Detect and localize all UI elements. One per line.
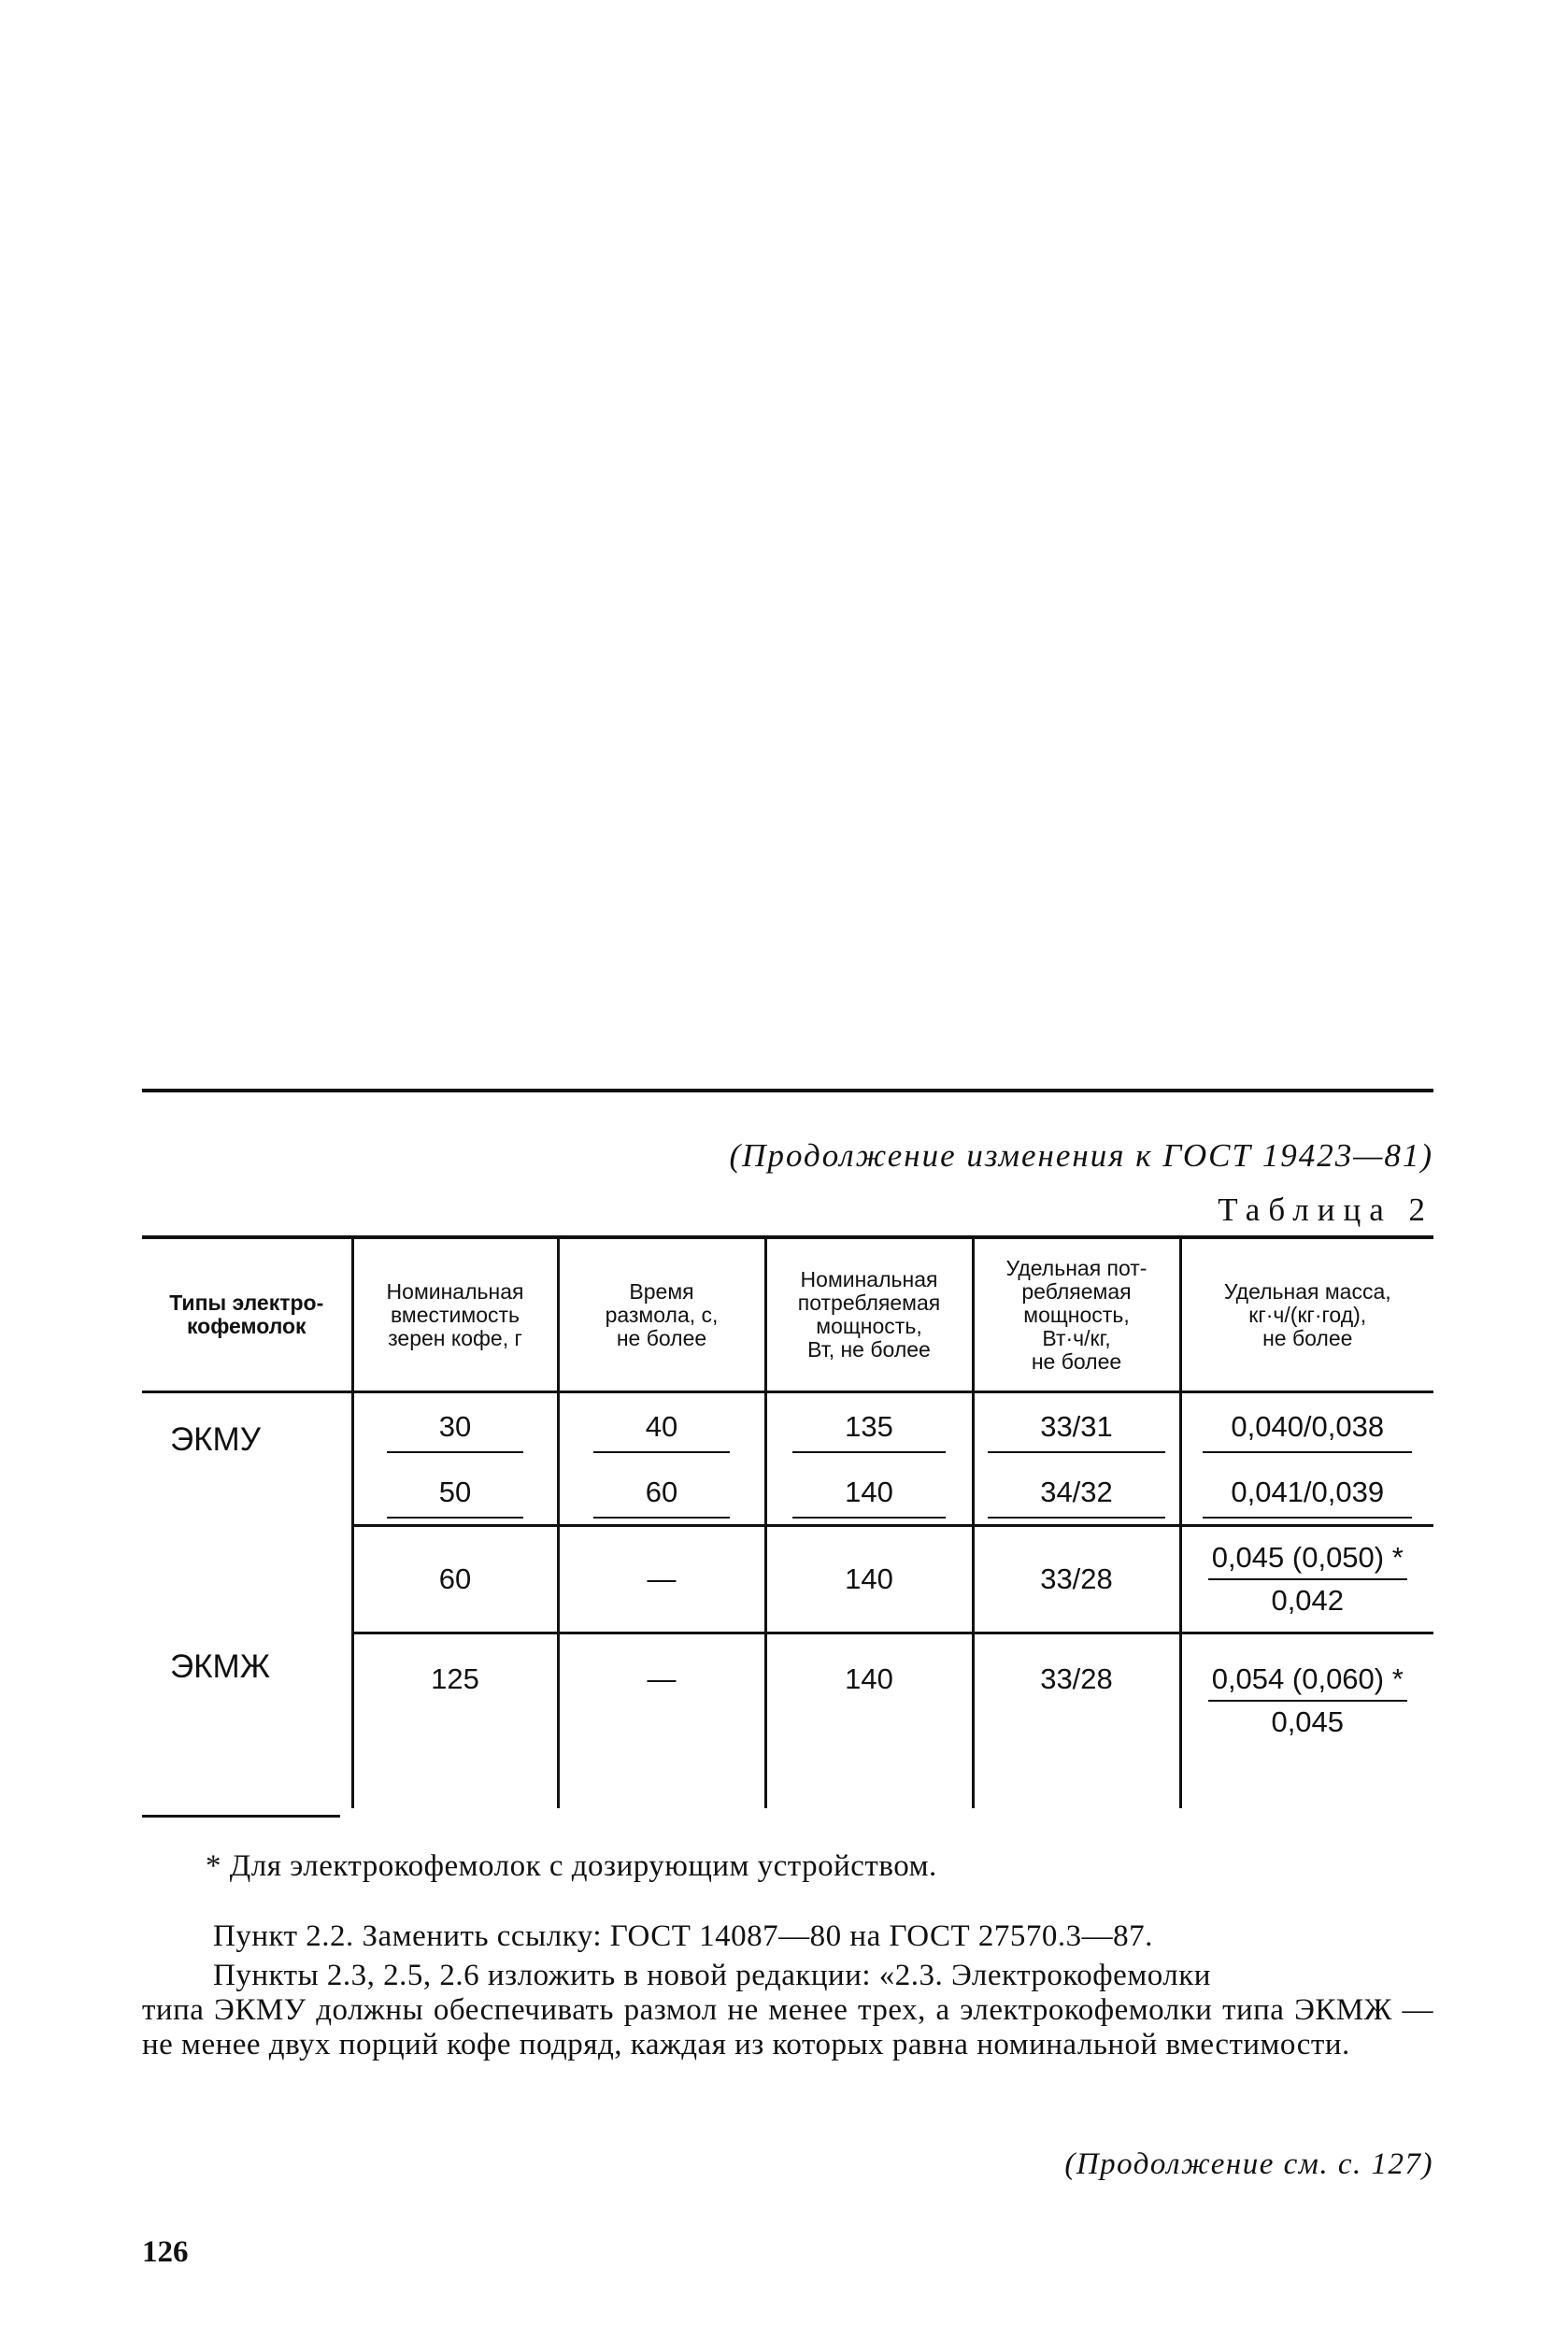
table-label: Таблица 2	[1218, 1191, 1433, 1228]
cell-power: 140	[765, 1633, 973, 1809]
fraction	[1208, 1541, 1407, 1618]
cell-time: —	[558, 1526, 765, 1633]
header-specific-mass: Удельная масса, кг·ч/(кг·год), не более	[1180, 1237, 1433, 1392]
cell-power: 140	[765, 1526, 973, 1633]
continuation-see: (Продолжение см. с. 127)	[1064, 2147, 1433, 2181]
specs-table	[142, 1235, 1433, 1808]
fraction-numerator: 0,054 (0,060) *	[1208, 1662, 1407, 1702]
header-time: Время размола, с, не более	[558, 1237, 765, 1392]
cell-specific-power: 33/28	[973, 1633, 1180, 1809]
footnote-rule	[142, 1815, 340, 1818]
cell-power: 140	[765, 1459, 973, 1526]
cell-capacity: 60	[352, 1526, 558, 1633]
paragraph-first-line: Пункты 2.3, 2.5, 2.6 изложить в новой редакции: «2.3. Электрокофемолки	[213, 1959, 1211, 1992]
paragraph-2-2: Пункт 2.2. Заменить ссылку: ГОСТ 14087—80 на ГОСТ 27570.3—87.	[213, 1919, 1153, 1953]
fraction-numerator: 0,045 (0,050) *	[1208, 1541, 1407, 1580]
continuation-note: (Продолжение изменения к ГОСТ 19423—81)	[729, 1137, 1433, 1174]
footnote: * Для электрокофемолок с дозирующим устройством.	[206, 1849, 937, 1883]
fraction-denominator: 0,045	[1271, 1705, 1345, 1738]
cell-capacity: 125	[352, 1633, 558, 1809]
cell-specific-power: 34/32	[973, 1459, 1180, 1526]
page-number: 126	[142, 2235, 189, 2269]
header-capacity: Номинальная вместимость зерен кофе, г	[352, 1237, 558, 1392]
cell-specific-mass	[1180, 1526, 1433, 1633]
header-specific-power: Удельная пот- ребляемая мощность, Вт·ч/кг, не более	[973, 1237, 1180, 1392]
table-header-row	[142, 1237, 1433, 1392]
cell-specific-power: 33/31	[973, 1392, 1180, 1460]
paragraph-continuation: типа ЭКМУ должны обеспечивать размол не менее трех, а электрокофемолки типа ЭКМЖ — не менее двух порций кофе подряд, каждая из которых равна номинальной вместимости.	[142, 1993, 1433, 2061]
cell-specific-mass	[1180, 1633, 1433, 1809]
cell-time: 40	[558, 1392, 765, 1460]
type-ekmu: ЭКМУ	[170, 1421, 261, 1458]
header-power: Номинальная потребляемая мощность, Вт, не более	[765, 1237, 973, 1392]
cell-time: —	[558, 1633, 765, 1809]
table-row	[142, 1392, 1433, 1460]
table-row	[142, 1526, 1433, 1633]
header-type: Типы электро- кофемолок	[142, 1237, 352, 1392]
cell-specific-mass: 0,041/0,039	[1180, 1459, 1433, 1526]
fraction	[1208, 1662, 1407, 1739]
cell-specific-mass: 0,040/0,038	[1180, 1392, 1433, 1460]
cell-power: 135	[765, 1392, 973, 1460]
cell-time: 60	[558, 1459, 765, 1526]
fraction-denominator: 0,042	[1271, 1584, 1345, 1617]
top-rule	[142, 1089, 1433, 1092]
paragraph-2-3	[142, 1959, 1433, 2062]
type-ekmzh: ЭКМЖ	[170, 1647, 271, 1685]
cell-capacity: 50	[352, 1459, 558, 1526]
cell-capacity: 30	[352, 1392, 558, 1460]
cell-specific-power: 33/28	[973, 1526, 1180, 1633]
table-2	[142, 1235, 1433, 1808]
